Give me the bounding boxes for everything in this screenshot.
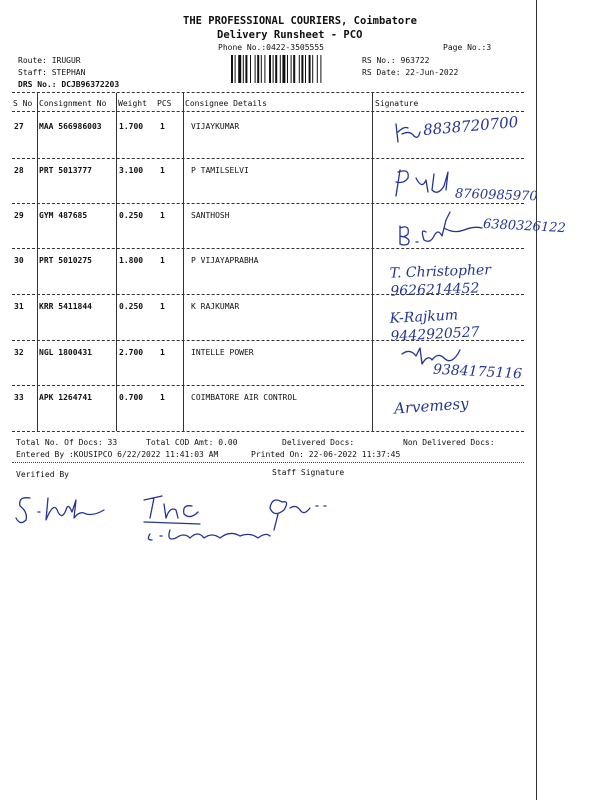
row-pcs: 1	[160, 166, 165, 175]
row-pcs: 1	[160, 302, 165, 311]
barcode-bar	[257, 55, 259, 83]
page-number: Page No.:3	[443, 43, 492, 52]
row-consignment: APK 1264741	[39, 393, 92, 402]
verified-by-label: Verified By	[16, 470, 69, 479]
staff-signature	[140, 490, 365, 550]
handwritten-signature	[394, 206, 484, 248]
col-header-consignment: Consignment No	[39, 99, 107, 108]
row-sno: 28	[14, 166, 24, 175]
row-consignment: MAA 566986003	[39, 122, 102, 131]
row-rule	[12, 248, 524, 249]
rs-number: RS No.: 963722	[362, 56, 430, 65]
signature-text: 9384175116	[432, 361, 523, 383]
barcode-bar	[235, 55, 236, 83]
row-consignment: GYM 487685	[39, 211, 88, 220]
signature-text: K-Rajkum 9442920527	[389, 307, 480, 345]
barcode-bar	[275, 55, 277, 83]
row-pcs: 1	[160, 211, 165, 220]
signature-text: 8760985970	[454, 186, 538, 205]
signature-text: 8838720700	[422, 112, 520, 140]
row-consignee: INTELLE POWER	[191, 348, 254, 357]
row-rule	[12, 158, 524, 159]
table-bottom-rule	[12, 431, 524, 432]
col-header-weight: Weight	[118, 99, 147, 108]
row-consignee: COIMBATORE AIR CONTROL	[191, 393, 297, 402]
row-pcs: 1	[160, 122, 165, 131]
document-title: Delivery Runsheet - PCO	[217, 29, 363, 41]
row-pcs: 1	[160, 393, 165, 402]
row-consignment: KRR 5411844	[39, 302, 92, 311]
delivered-docs: Delivered Docs:	[282, 438, 355, 447]
row-rule	[12, 340, 524, 341]
barcode-bar	[320, 55, 321, 83]
barcode-bar	[264, 55, 265, 83]
row-sno: 29	[14, 211, 24, 220]
total-docs: Total No. Of Docs: 33	[16, 438, 118, 447]
col-sep	[37, 93, 38, 431]
signature-text: 6380326122	[482, 216, 567, 237]
row-sno: 27	[14, 122, 24, 131]
row-sno: 32	[14, 348, 24, 357]
col-header-pcs: PCS	[157, 99, 172, 108]
printed-on: Printed On: 22-06-2022 11:37:45	[251, 450, 401, 459]
barcode-image	[231, 55, 349, 83]
row-consignment: NGL 1800431	[39, 348, 92, 357]
non-delivered-docs: Non Delivered Docs:	[403, 438, 495, 447]
barcode-bar	[282, 55, 285, 83]
col-header-consignee: Consignee Details	[185, 99, 267, 108]
row-rule	[12, 203, 524, 204]
barcode-bar	[231, 55, 233, 83]
barcode-bar	[301, 55, 303, 83]
phone-number: Phone No.:0422-3505555	[218, 43, 324, 52]
header-bottom-rule	[12, 111, 524, 112]
row-consignee: P VIJAYAPRABHA	[191, 256, 259, 265]
total-cod: Total COD Amt: 0.00	[146, 438, 238, 447]
barcode-bar	[317, 55, 318, 83]
row-weight: 0.250	[119, 302, 144, 311]
barcode-bar	[250, 55, 251, 83]
row-weight: 2.700	[119, 348, 144, 357]
barcode-bar	[309, 55, 311, 83]
row-consignee: SANTHOSH	[191, 211, 230, 220]
row-weight: 3.100	[119, 166, 144, 175]
row-consignee: K RAJKUMAR	[191, 302, 240, 311]
col-sep	[183, 93, 184, 431]
row-consignee: P TAMILSELVI	[191, 166, 249, 175]
barcode-bar	[305, 55, 306, 83]
barcode-bar	[312, 55, 313, 83]
row-weight: 1.800	[119, 256, 144, 265]
row-consignment: PRT 5010275	[39, 256, 92, 265]
row-rule	[12, 385, 524, 386]
row-consignment: PRT 5013777	[39, 166, 92, 175]
barcode-bar	[287, 55, 288, 83]
row-weight: 0.250	[119, 211, 144, 220]
row-pcs: 1	[160, 348, 165, 357]
barcode-bar	[255, 55, 256, 83]
route-label: Route: IRUGUR	[18, 56, 81, 65]
rs-date: RS Date: 22-Jun-2022	[362, 68, 459, 77]
barcode-bar	[291, 55, 292, 83]
barcode-bar	[299, 55, 300, 83]
table-top-rule	[12, 92, 524, 93]
col-sep	[372, 93, 373, 431]
staff-signature-label: Staff Signature	[272, 468, 345, 477]
row-rule	[12, 294, 524, 295]
company-name: THE PROFESSIONAL COURIERS, Coimbatore	[183, 15, 417, 27]
barcode-bar	[245, 55, 247, 83]
signature-text: Arvemesy	[393, 394, 470, 418]
entered-by: Entered By :KOUSIPCO 6/22/2022 11:41:03 AM	[16, 450, 219, 459]
page-right-border	[536, 0, 537, 800]
barcode-bar	[293, 55, 295, 83]
verifier-signature	[14, 488, 114, 528]
row-sno: 30	[14, 256, 24, 265]
barcode-bar	[280, 55, 281, 83]
row-pcs: 1	[160, 256, 165, 265]
barcode-bar	[273, 55, 274, 83]
footer-rule	[12, 462, 524, 463]
barcode-bar	[261, 55, 262, 83]
drs-number: DRS No.: DCJB96372203	[18, 80, 120, 89]
row-sno: 33	[14, 393, 24, 402]
signature-text: T. Christopher 9626214452	[389, 262, 492, 300]
staff-label: Staff: STEPHAN	[18, 68, 86, 77]
row-consignee: VIJAYKUMAR	[191, 122, 240, 131]
row-sno: 31	[14, 302, 24, 311]
barcode-bar	[238, 55, 241, 83]
handwritten-signature	[392, 120, 422, 146]
col-header-sno: S No	[13, 99, 33, 108]
col-sep	[116, 93, 117, 431]
row-weight: 0.700	[119, 393, 144, 402]
col-header-signature: Signature	[375, 99, 419, 108]
row-weight: 1.700	[119, 122, 144, 131]
barcode-bar	[269, 55, 271, 83]
barcode-bar	[243, 55, 244, 83]
